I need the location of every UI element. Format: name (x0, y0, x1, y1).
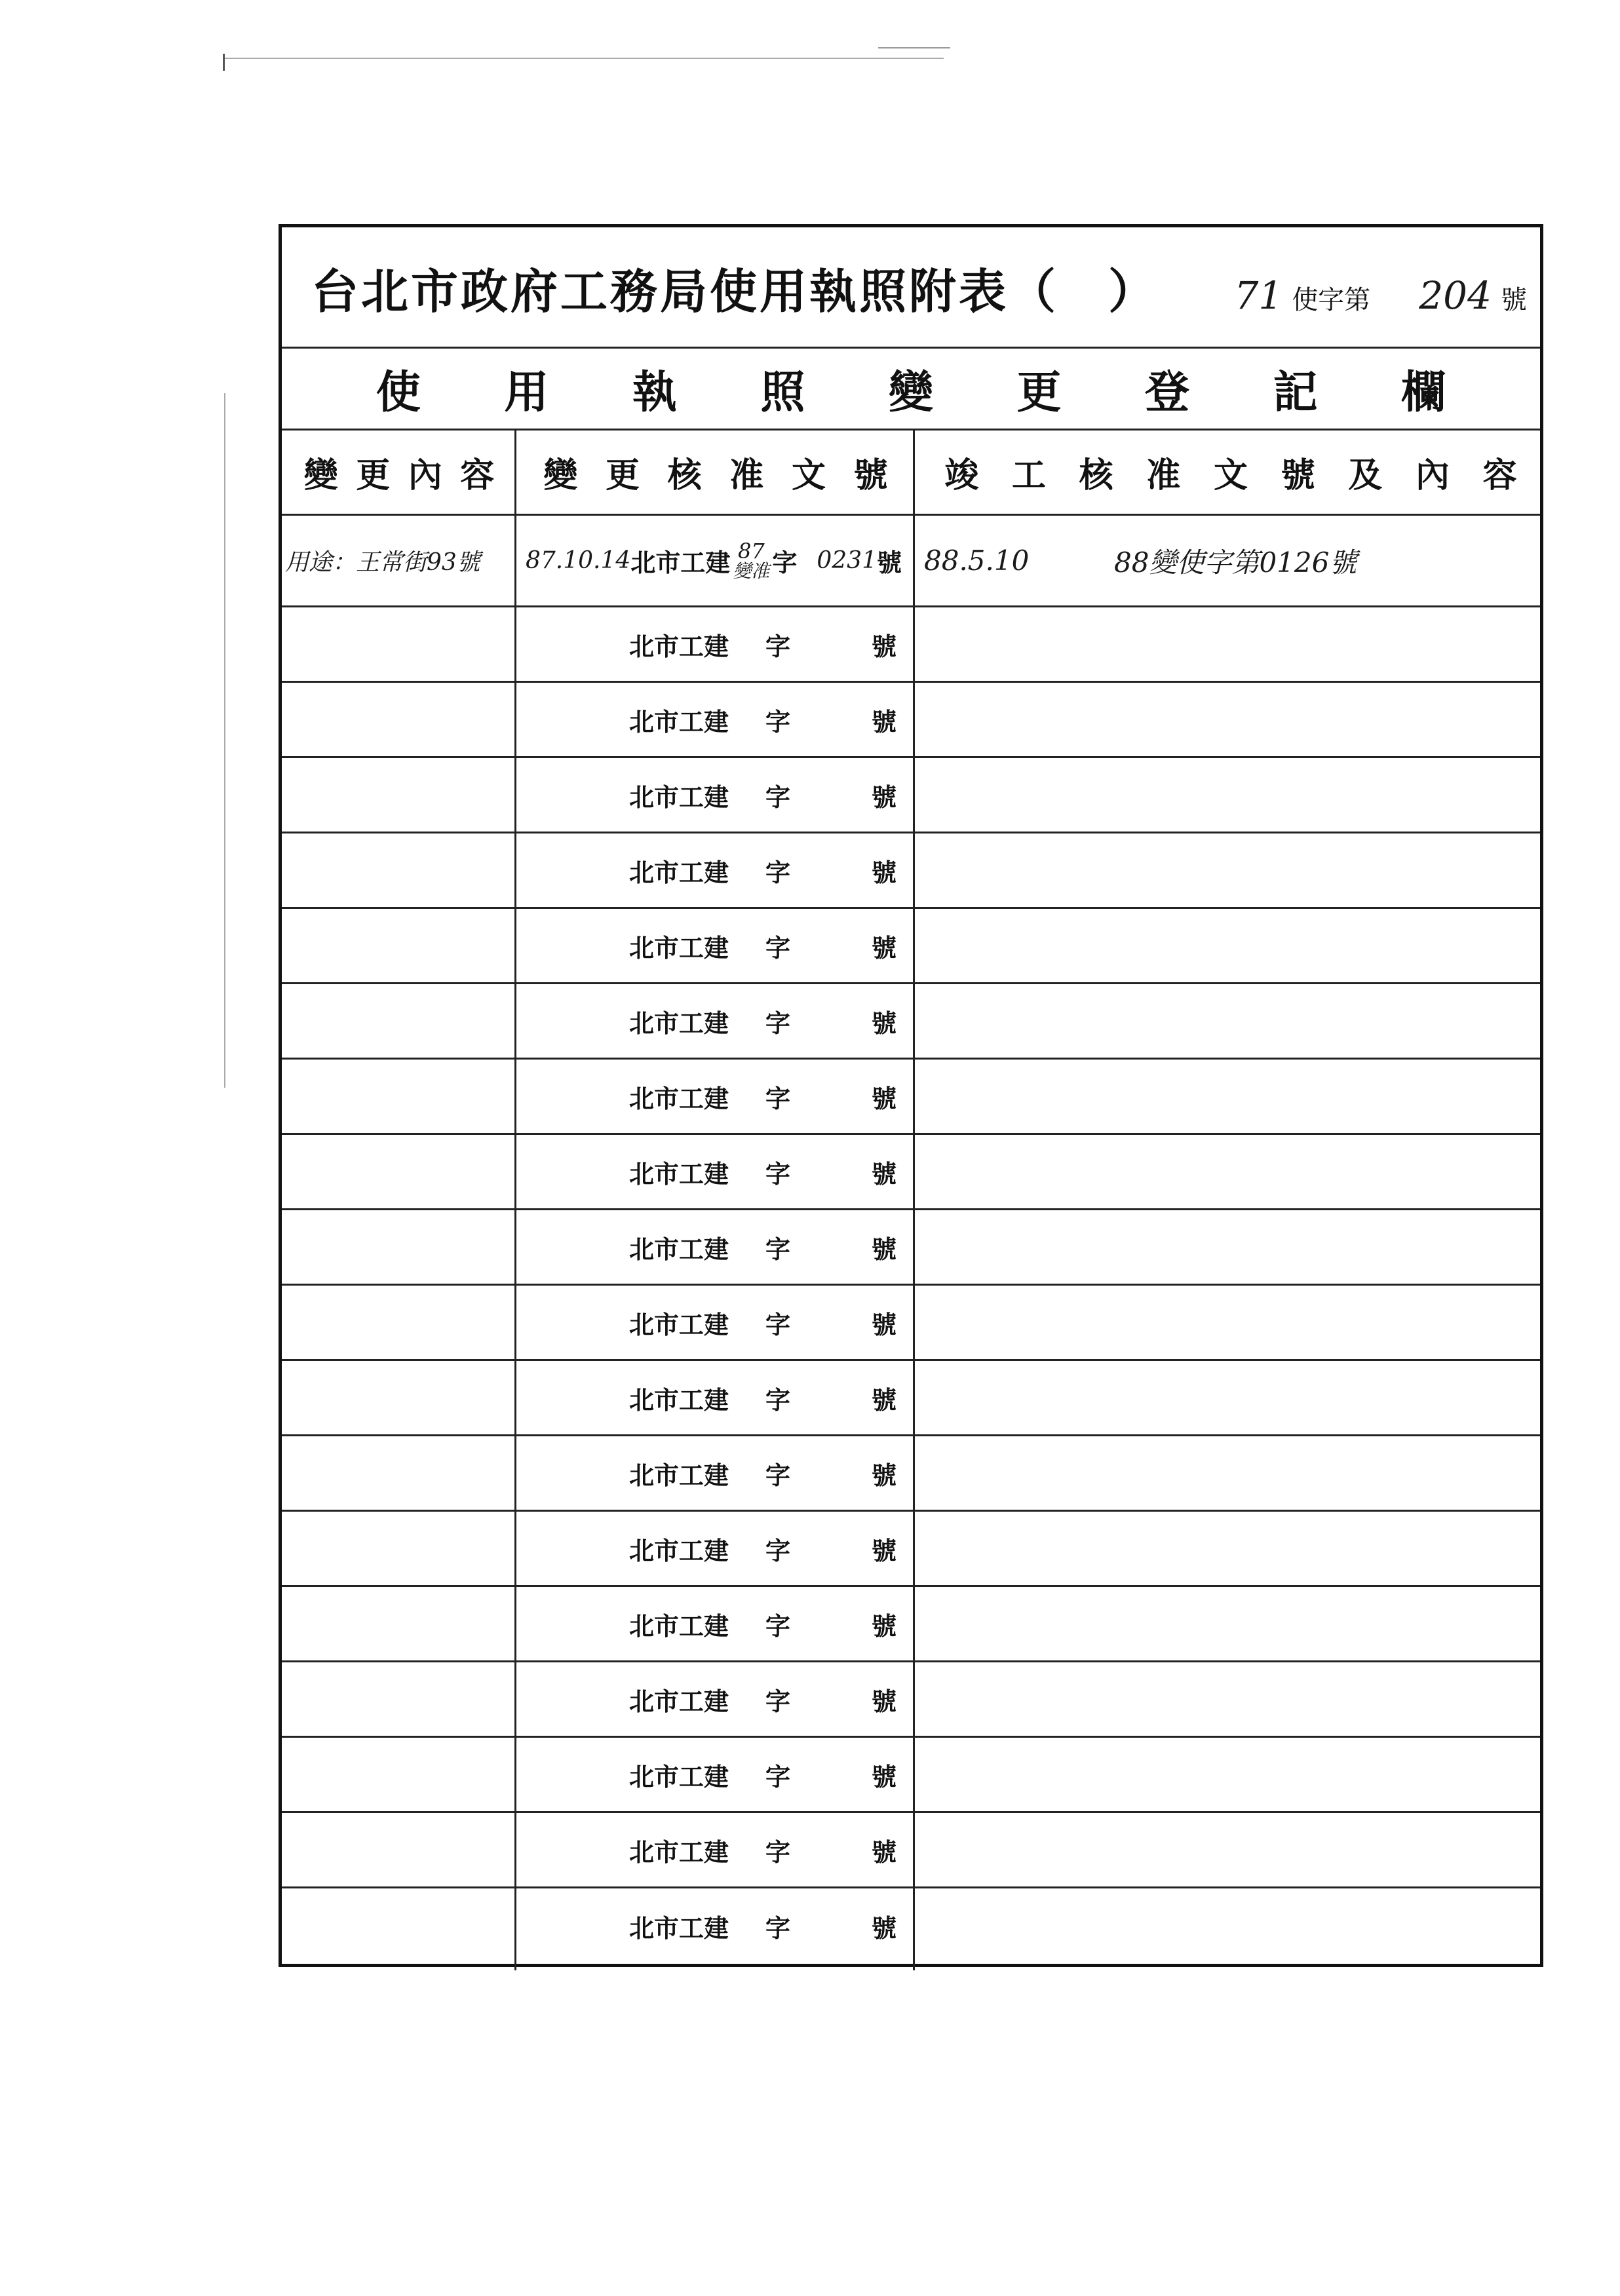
header-char: 准 (729, 455, 764, 495)
row-char-label: 字 (765, 782, 791, 812)
row-suffix-label: 號 (872, 1309, 897, 1339)
header-char: 內 (1415, 455, 1450, 495)
row-org-label: 北市工建 (629, 1234, 729, 1264)
column-divider-1 (514, 430, 516, 1970)
header-char: 核 (1079, 455, 1113, 495)
header-char: 准 (1146, 455, 1181, 495)
row-org-label: 北市工建 (629, 857, 729, 887)
row-org-label: 北市工建 (629, 1385, 729, 1415)
row-char-label: 字 (765, 1837, 791, 1867)
row-char-label: 字 (765, 1535, 791, 1565)
row-char-label: 字 (765, 1611, 791, 1641)
row-char-label: 字 (765, 1686, 791, 1716)
table-row (282, 1738, 1540, 1813)
header-char: 容 (1482, 455, 1517, 495)
banner-char: 欄 (1401, 366, 1446, 419)
permit-year-handwritten: 71 (1234, 273, 1283, 318)
row-char-label: 字 (765, 1158, 791, 1189)
entry-1-completion-date: 88.5.10 (924, 545, 1030, 577)
banner-char: 照 (760, 366, 805, 419)
table-row (282, 909, 1540, 984)
row-suffix-label: 號 (872, 1083, 897, 1113)
header-char: 變 (303, 455, 338, 495)
row-org-label: 北市工建 (629, 1309, 729, 1339)
banner-char: 記 (1273, 366, 1318, 419)
entry-row-1 (282, 516, 1540, 607)
table-row (282, 1135, 1540, 1210)
form-title-row (282, 227, 1540, 349)
table-row (282, 1286, 1540, 1361)
entry-1-change-approval (526, 516, 915, 605)
row-suffix-label: 號 (872, 1837, 897, 1867)
table-row (282, 758, 1540, 833)
permit-suffix: 號 (1501, 285, 1527, 315)
row-char-label: 字 (765, 1234, 791, 1264)
table-row (282, 1436, 1540, 1512)
row-org-label: 北市工建 (629, 1460, 729, 1490)
header-char: 變 (543, 455, 578, 495)
row-suffix-label: 號 (872, 857, 897, 887)
header-char: 容 (460, 455, 495, 495)
entry-1-approval-note: 變准 (733, 560, 770, 582)
banner-char: 更 (1016, 366, 1062, 419)
table-row (282, 1587, 1540, 1662)
entry-1-approval-year-group (733, 538, 770, 582)
row-org-label: 北市工建 (629, 932, 729, 963)
table-row (282, 1662, 1540, 1738)
entry-1-approval-date: 87.10.14 (526, 547, 631, 574)
row-org-label: 北市工建 (629, 1008, 729, 1038)
scan-artifact-top-mark (223, 54, 225, 71)
row-char-label: 字 (765, 1460, 791, 1490)
row-suffix-label: 號 (872, 1385, 897, 1415)
row-suffix-label: 號 (872, 782, 897, 812)
entry-1-approval-year: 87 (737, 538, 765, 564)
entry-1-approval-org: 北市工建 (630, 548, 731, 577)
permit-number-handwritten: 204 (1419, 273, 1492, 318)
entry-1-approval-suffix: 號 (876, 548, 902, 577)
banner-char: 登 (1145, 366, 1190, 419)
table-row (282, 1813, 1540, 1888)
header-char: 工 (1011, 455, 1046, 495)
row-org-label: 北市工建 (629, 782, 729, 812)
table-row (282, 1210, 1540, 1286)
row-org-label: 北市工建 (629, 1535, 729, 1565)
row-org-label: 北市工建 (629, 1837, 729, 1867)
header-char: 號 (853, 455, 888, 495)
table-row (282, 607, 1540, 683)
row-org-label: 北市工建 (629, 1686, 729, 1716)
banner-title (282, 349, 1540, 429)
header-char: 更 (356, 455, 391, 495)
row-org-label: 北市工建 (629, 1083, 729, 1113)
row-org-label: 北市工建 (629, 706, 729, 737)
row-suffix-label: 號 (872, 1611, 897, 1641)
row-suffix-label: 號 (872, 1913, 897, 1943)
row-suffix-label: 號 (872, 706, 897, 737)
scan-artifact-top-right (878, 47, 950, 48)
row-org-label: 北市工建 (629, 1913, 729, 1943)
row-org-label: 北市工建 (629, 1761, 729, 1791)
table-row (282, 1060, 1540, 1135)
row-char-label: 字 (765, 932, 791, 963)
scan-artifact-top-line (223, 58, 944, 59)
header-char: 文 (791, 455, 826, 495)
header-char: 竣 (944, 455, 979, 495)
table-row (282, 683, 1540, 758)
row-suffix-label: 號 (872, 1535, 897, 1565)
entry-1-approval-char: 字 (772, 548, 798, 577)
row-suffix-label: 號 (872, 932, 897, 963)
entry-1-change-content: 用途：王常街93號 (285, 549, 480, 576)
banner-char: 使 (376, 366, 421, 419)
banner-char: 執 (632, 366, 677, 419)
header-char: 號 (1281, 455, 1315, 495)
row-org-label: 北市工建 (629, 1611, 729, 1641)
row-char-label: 字 (765, 1913, 791, 1943)
header-char: 文 (1213, 455, 1248, 495)
row-suffix-label: 號 (872, 1686, 897, 1716)
row-char-label: 字 (765, 1309, 791, 1339)
row-org-label: 北市工建 (629, 1158, 729, 1189)
row-char-label: 字 (765, 631, 791, 661)
column-divider-2 (913, 430, 915, 1970)
table-row (282, 1512, 1540, 1587)
banner-char: 變 (888, 366, 933, 419)
header-char: 更 (605, 455, 640, 495)
banner-char: 用 (504, 366, 549, 419)
row-char-label: 字 (765, 1761, 791, 1791)
row-char-label: 字 (765, 1385, 791, 1415)
banner-row (282, 349, 1540, 430)
scan-artifact-left-line (224, 393, 225, 1088)
row-org-label: 北市工建 (629, 631, 729, 661)
row-char-label: 字 (765, 1008, 791, 1038)
permit-middle-text: 使字第 (1292, 285, 1371, 315)
header-char: 核 (667, 455, 702, 495)
row-suffix-label: 號 (872, 1761, 897, 1791)
row-suffix-label: 號 (872, 1008, 897, 1038)
header-change-content (282, 430, 516, 514)
table-row (282, 984, 1540, 1060)
row-suffix-label: 號 (872, 631, 897, 661)
form-title: 台北市政府工務局使用執照附表（ ） (311, 263, 1159, 319)
usage-permit-attachment-form (279, 224, 1543, 1967)
row-char-label: 字 (765, 1083, 791, 1113)
entry-1-completion-text: 88變使字第0126號 (1114, 546, 1357, 579)
table-row (282, 1888, 1540, 1964)
row-suffix-label: 號 (872, 1234, 897, 1264)
header-char: 及 (1348, 455, 1383, 495)
row-char-label: 字 (765, 706, 791, 737)
table-row (282, 833, 1540, 909)
row-char-label: 字 (765, 857, 791, 887)
permit-number (1234, 273, 1527, 318)
row-suffix-label: 號 (872, 1158, 897, 1189)
header-char: 內 (408, 455, 442, 495)
column-header-row (282, 430, 1540, 516)
row-suffix-label: 號 (872, 1460, 897, 1490)
header-completion-approval (915, 430, 1547, 514)
table-row (282, 1361, 1540, 1436)
entry-1-approval-num: 0231 (817, 547, 877, 574)
header-change-approval (516, 430, 915, 514)
